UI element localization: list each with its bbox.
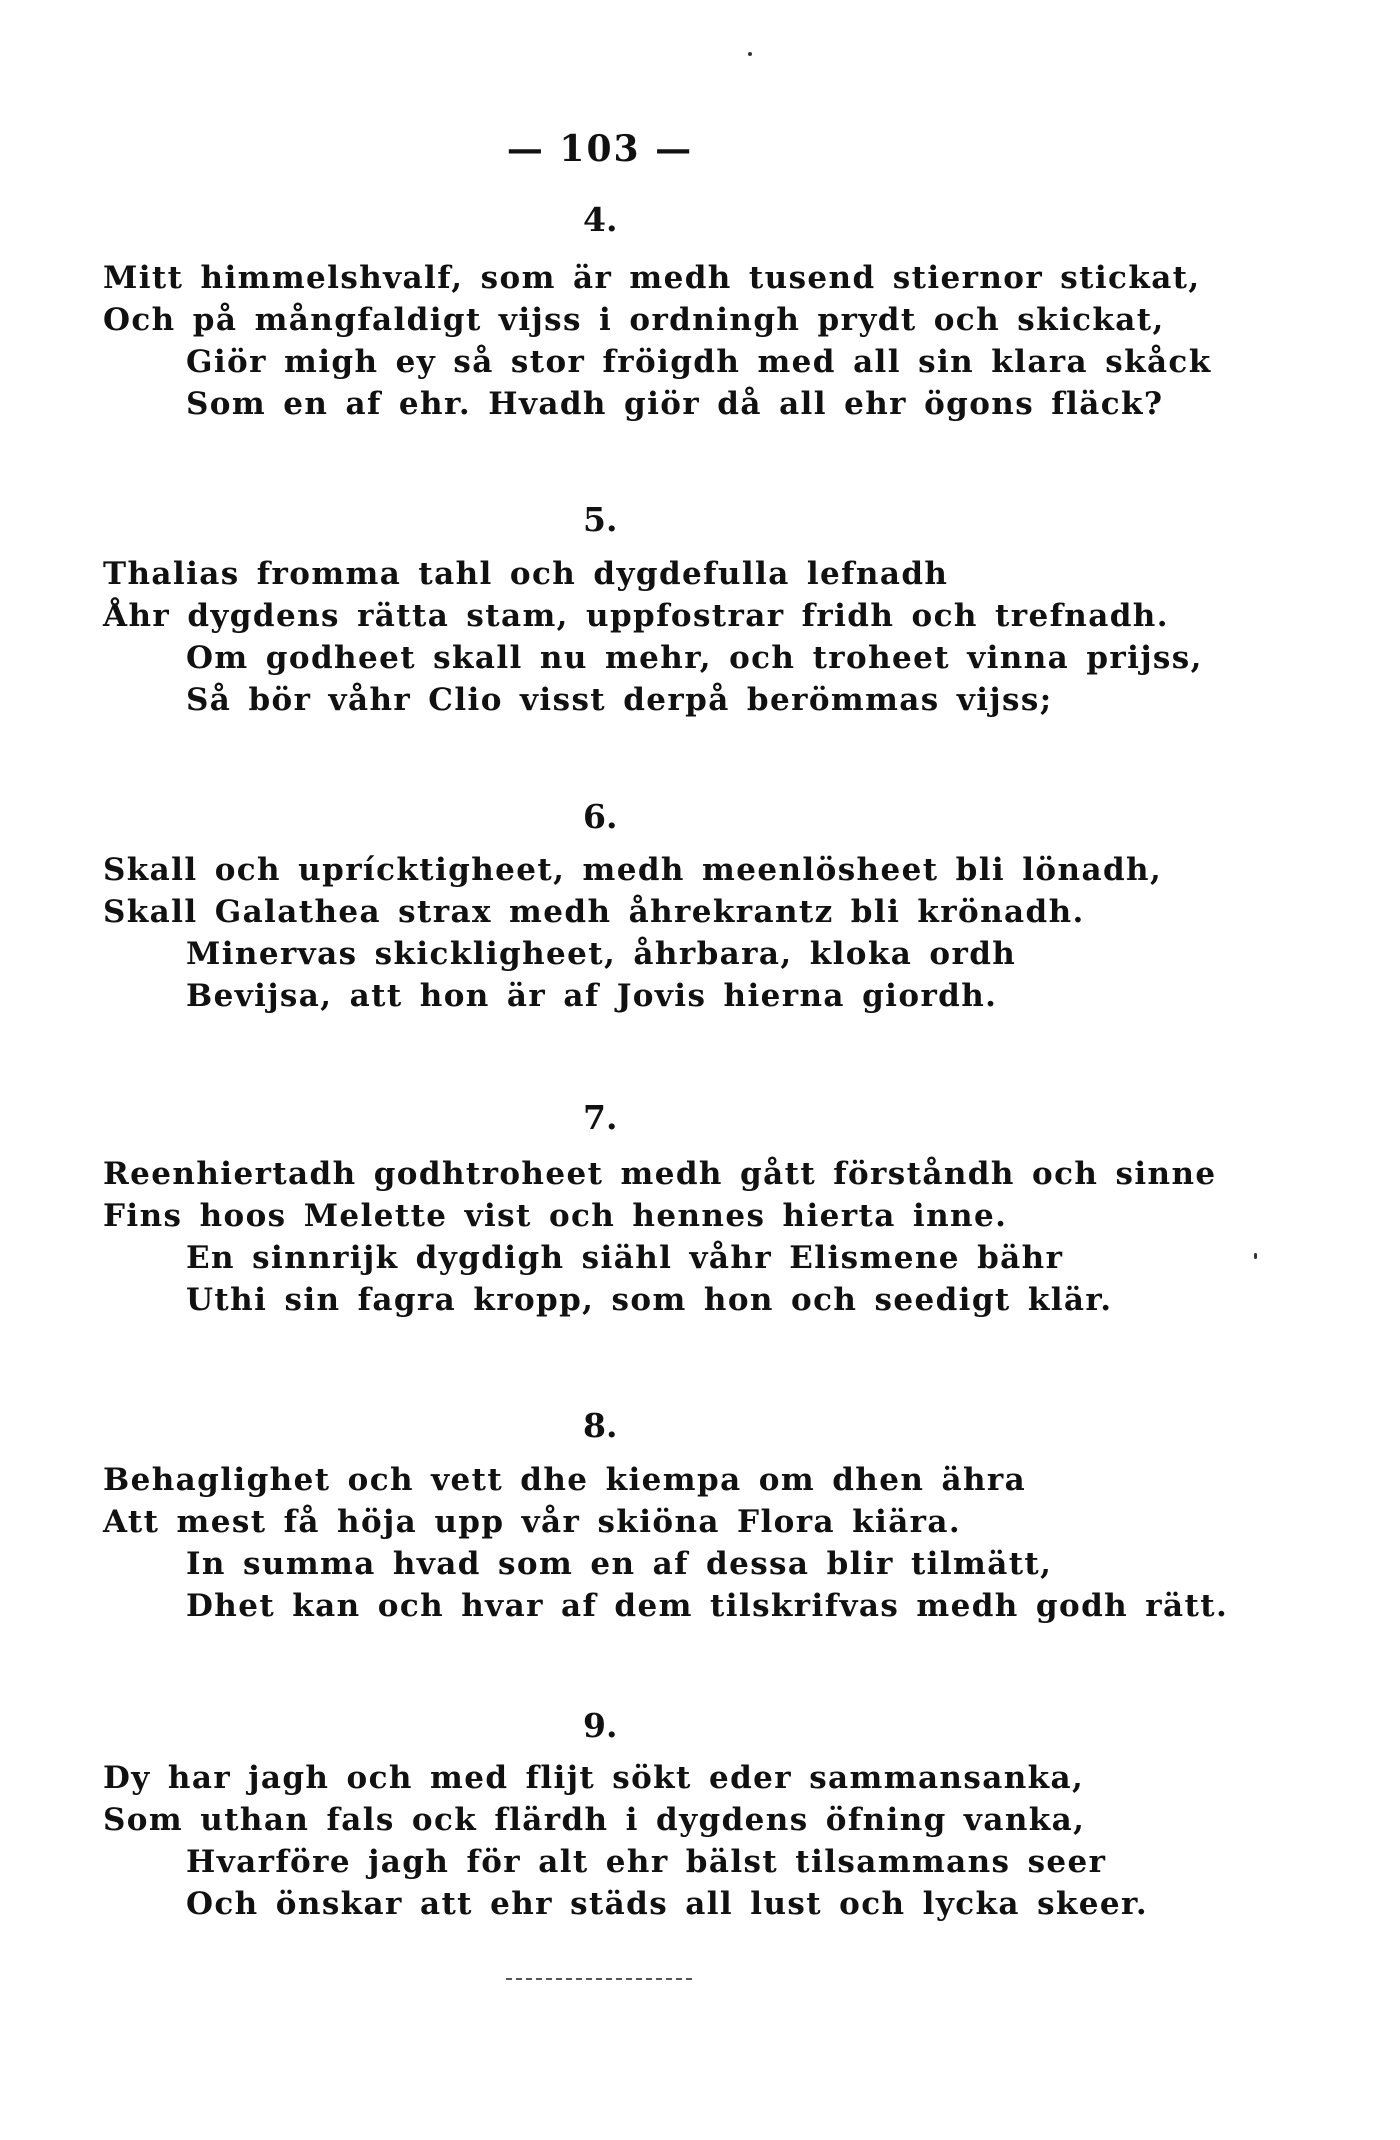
speck-mark [748, 52, 752, 56]
page-number: — 103 — [506, 128, 694, 170]
stanza-number: 7. [583, 1098, 618, 1137]
verse-line: Att mest få höja upp vår skiöna Flora kiära. [103, 1504, 962, 1540]
closing-rule [506, 1978, 692, 1980]
verse-line: Som en af ehr. Hvadh giör då all ehr ögons fläck? [186, 386, 1164, 422]
stanza-number: 4. [583, 200, 618, 239]
verse-line: Dhet kan och hvar af dem tilskrifvas medh godh rätt. [186, 1588, 1229, 1624]
verse-line: Fins hoos Melette vist och hennes hierta inne. [103, 1198, 1008, 1234]
verse-line: Skall och uprícktigheet, medh meenlösheet bli lönadh, [103, 852, 1163, 888]
stanza-number: 6. [583, 797, 618, 836]
verse-line: Thalias fromma tahl och dygdefulla lefnadh [103, 556, 949, 592]
verse-line: En sinnrijk dygdigh siähl våhr Elismene bähr [186, 1240, 1064, 1276]
verse-line: Åhr dygdens rätta stam, uppfostrar fridh och trefnadh. [103, 598, 1169, 634]
verse-line: Och på mångfaldigt vijss i ordningh prydt och skickat, [103, 302, 1165, 338]
verse-line: In summa hvad som en af dessa blir tilmätt, [186, 1546, 1053, 1582]
verse-line: Reenhiertadh godhtroheet medh gått förståndh och sinne [103, 1156, 1217, 1192]
verse-line: Giör migh ey så stor fröigdh med all sin klara skåck [186, 344, 1212, 380]
verse-line: Skall Galathea strax medh åhrekrantz bli krönadh. [103, 894, 1085, 930]
verse-line: Och önskar att ehr städs all lust och lycka skeer. [186, 1886, 1149, 1922]
speck-mark [1254, 1253, 1257, 1259]
verse-line: Minervas skickligheet, åhrbara, kloka ordh [186, 936, 1017, 972]
verse-line: Uthi sin fagra kropp, som hon och seedigt klär. [186, 1282, 1113, 1318]
verse-line: Bevijsa, att hon är af Jovis hierna giordh. [186, 978, 998, 1014]
verse-line: Som uthan fals ock flärdh i dygdens öfning vanka, [103, 1802, 1086, 1838]
verse-line: Behaglighet och vett dhe kiempa om dhen ähra [103, 1462, 1027, 1498]
stanza-number: 8. [583, 1406, 618, 1445]
verse-line: Om godheet skall nu mehr, och troheet vinna prijss, [186, 640, 1203, 676]
verse-line: Dy har jagh och med flijt sökt eder sammansanka, [103, 1760, 1085, 1796]
stanza-number: 9. [583, 1706, 618, 1745]
stanza-number: 5. [583, 500, 618, 539]
verse-line: Så bör våhr Clio visst derpå berömmas vijss; [186, 682, 1053, 718]
verse-line: Mitt himmelshvalf, som är medh tusend stiernor stickat, [103, 260, 1201, 296]
verse-line: Hvarföre jagh för alt ehr bälst tilsammans seer [186, 1844, 1107, 1880]
